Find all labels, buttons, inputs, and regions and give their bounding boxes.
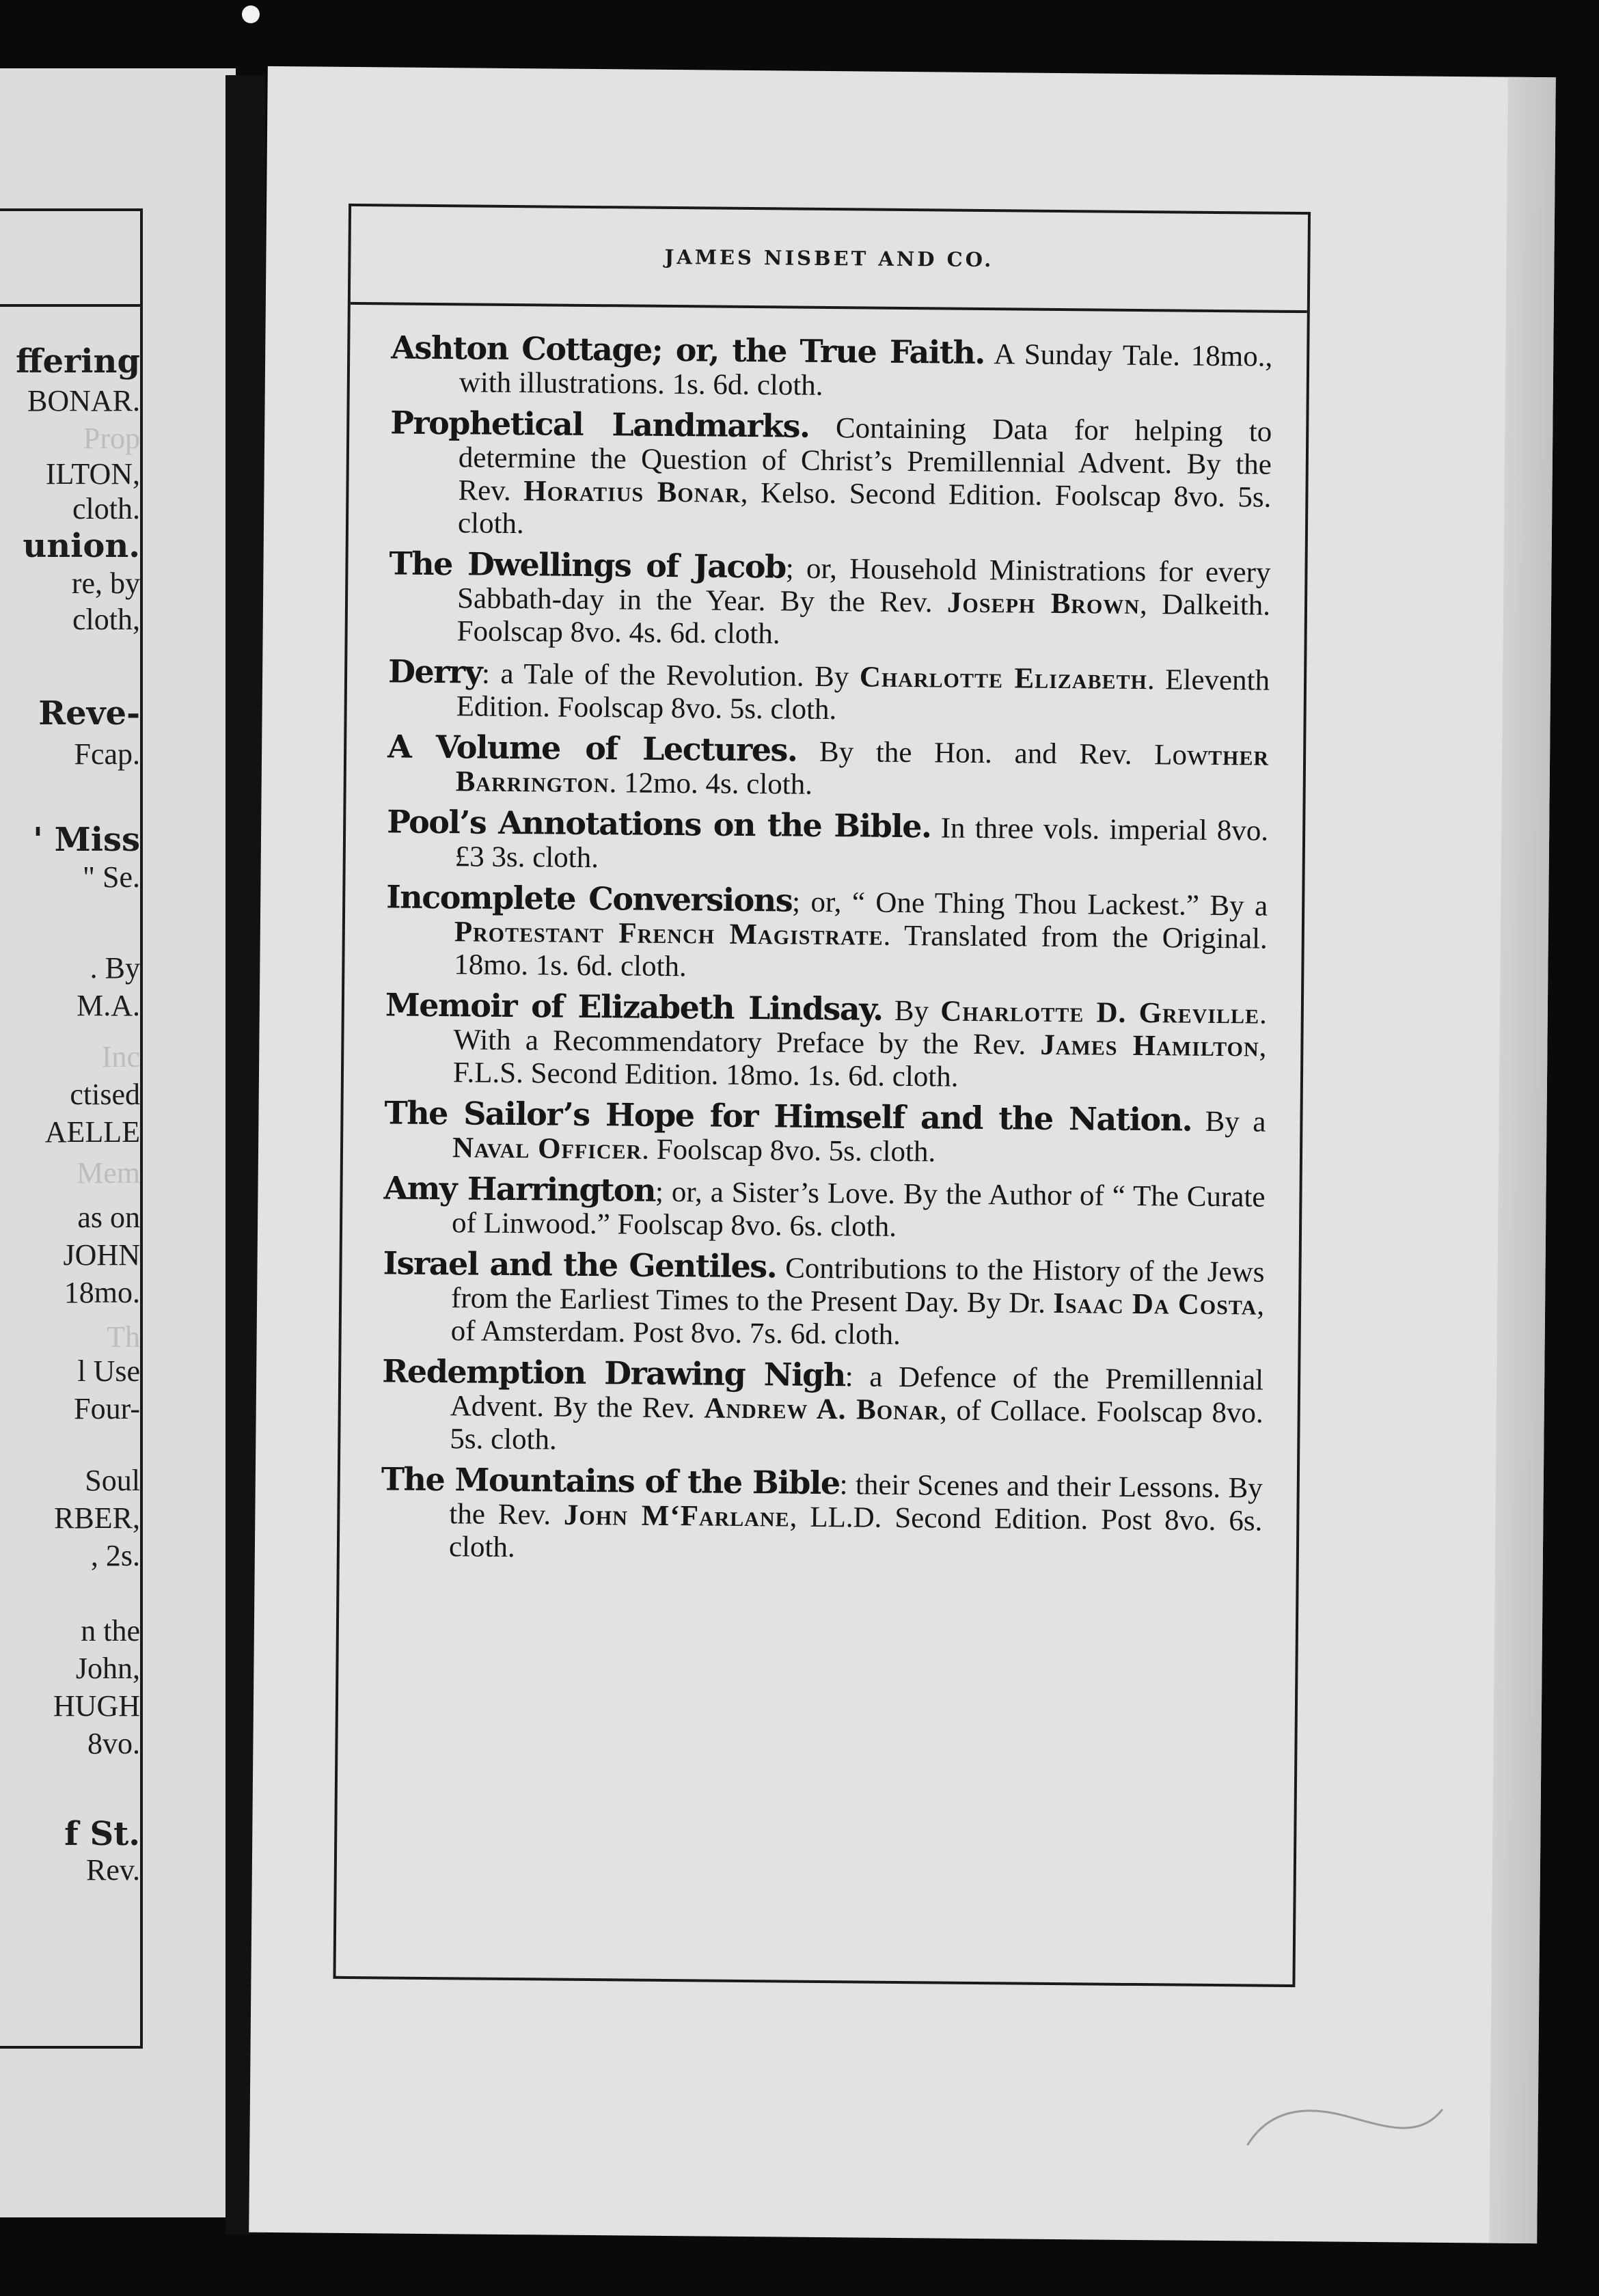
book-title: The Dwellings of Jacob: [389, 545, 787, 586]
facing-page-text: as on: [77, 1201, 140, 1234]
book-details: , Kelso. Second Edition. Foolscap 8vo. 5s. cloth.: [457, 476, 1272, 541]
author-name: James Hamilton: [1040, 1028, 1259, 1063]
facing-page: [0, 68, 236, 2217]
author-name: Charlotte Elizabeth: [859, 661, 1148, 696]
book-title: Ashton Cottage; or, the True Faith.: [391, 329, 985, 372]
facing-page-text: cloth.: [72, 492, 140, 525]
book-details: , of Amsterdam. Post 8vo. 7s. 6d. cloth.: [450, 1289, 1265, 1351]
book-details: . Translated from the Original. 18mo. 1s. 6d. cloth.: [454, 919, 1268, 983]
book-details: ; or, “ One Thing Thou Lackest.” By a: [791, 886, 1268, 922]
facing-page-text: M.A.: [77, 989, 140, 1022]
book-entry: [388, 547, 1270, 655]
author-name: John M‘Farlane: [563, 1499, 790, 1533]
book-details: A Sunday Tale. 18mo., with illustrations. 1s. 6d. cloth.: [459, 338, 1273, 402]
book-entry: [381, 1462, 1263, 1570]
author-name: Horatius Bonar: [523, 475, 741, 509]
facing-page-text: John,: [75, 1652, 140, 1685]
author-name: Joseph Brown: [946, 586, 1140, 621]
book-title: Pool’s Annotations on the Bible.: [386, 803, 931, 845]
book-title: Derry: [387, 653, 482, 691]
book-details: : a Defence of the Premillennial Advent. By the Rev.: [450, 1361, 1264, 1425]
facing-page-text: HUGH: [53, 1689, 140, 1723]
book-entry: [381, 1354, 1263, 1462]
book-details: By a: [1191, 1105, 1266, 1138]
advert-frame: [333, 204, 1311, 1987]
author-name: Naval Officer: [452, 1132, 642, 1166]
book-entry: [384, 1096, 1266, 1171]
book-title: Incomplete Conversions: [386, 878, 793, 919]
facing-page-text: BONAR.: [27, 384, 140, 418]
facing-page-text: Four-: [74, 1392, 140, 1425]
book-details: , of Collace. Foolscap 8vo. 5s. cloth.: [450, 1394, 1263, 1456]
book-details: . With a Recommendatory Preface by the Rev.: [453, 998, 1268, 1061]
book-details: Containing Data for helping to determine the Question of Christ’s Premillennial Advent. By the Rev.: [458, 411, 1272, 508]
facing-page-text: Prop: [83, 422, 140, 455]
facing-page-text: JOHN: [63, 1238, 140, 1272]
facing-page-text: f St.: [64, 1815, 140, 1853]
facing-page-text: 8vo.: [87, 1727, 140, 1760]
book-details: ; or, Household Ministrations for every Sabbath-day in the Year. By the Rev.: [456, 552, 1271, 619]
pencil-mark: [1240, 2097, 1446, 2161]
facing-page-text: ffering: [16, 342, 140, 381]
facing-page-text: Reve-: [38, 694, 140, 733]
book-entry: [387, 655, 1270, 730]
facing-page-text: Th: [107, 1320, 140, 1354]
book-details: . 12mo. 4s. cloth.: [609, 767, 813, 801]
book-details: . Foolscap 8vo. 5s. cloth.: [642, 1133, 936, 1168]
book-entry: [385, 880, 1268, 988]
book-details: : their Scenes and their Lessons. By the Rev.: [449, 1468, 1263, 1531]
author-name: Charlotte D. Greville: [940, 995, 1260, 1030]
book-entry: [391, 331, 1273, 406]
facing-page-text: ILTON,: [45, 457, 140, 491]
facing-page-text: Soul: [85, 1464, 140, 1497]
facing-page-text: n the: [81, 1614, 140, 1648]
facing-page-text: Inc: [101, 1040, 140, 1074]
book-entry: [387, 805, 1269, 880]
facing-page-text: Mem: [77, 1156, 140, 1190]
book-title: The Mountains of the Bible: [381, 1460, 840, 1502]
book-title: Prophetical Landmarks.: [390, 404, 810, 445]
book-title: Israel and the Gentiles.: [383, 1244, 777, 1285]
book-list: [381, 331, 1273, 1578]
book-details: By the Hon. and Rev. Low: [797, 735, 1209, 771]
page-edge-shadow: [1489, 77, 1556, 2243]
author-name: Isaac Da Costa: [1053, 1287, 1257, 1322]
book-details: . Eleventh Edition. Foolscap 8vo. 5s. cloth.: [456, 664, 1270, 726]
book-entry: [383, 1246, 1265, 1354]
author-name: ther Barrington: [455, 739, 1270, 800]
facing-page-text: 18mo.: [64, 1276, 140, 1309]
facing-page-text: union.: [23, 527, 140, 565]
facing-page-text: l Use: [77, 1354, 140, 1388]
facing-page-text: cloth,: [72, 603, 140, 636]
book-title: The Sailor’s Hope for Himself and the Nation.: [384, 1094, 1192, 1138]
facing-page-text: Fcap.: [74, 737, 140, 771]
facing-page-head-rule: [0, 304, 140, 307]
author-name: Andrew A. Bonar: [704, 1392, 940, 1427]
book-entry: [387, 730, 1270, 805]
book-details: : a Tale of the Revolution. By: [481, 657, 860, 694]
book-entry: [390, 406, 1272, 547]
book-details: , Dalkeith. Foolscap 8vo. 4s. 6d. cloth.: [456, 588, 1271, 651]
author-name: Protestant French Magistrate: [454, 916, 884, 952]
book-details: , F.L.S. Second Edition. 18mo. 1s. 6d. cloth.: [452, 1030, 1267, 1093]
scan-speck: [242, 5, 260, 23]
facing-page-text: ctised: [70, 1078, 140, 1111]
facing-page-text: Rev.: [85, 1853, 140, 1887]
book-title: Amy Harrington: [383, 1169, 656, 1209]
book-details: , LL.D. Second Edition. Post 8vo. 6s. cloth.: [448, 1501, 1263, 1564]
book-title: Memoir of Elizabeth Lindsay.: [385, 986, 883, 1028]
facing-page-text: RBER,: [54, 1501, 140, 1535]
book-details: ; or, a Sister’s Love. By the Author of “ The Curate of Linwood.” Foolscap 8vo. 6s. cloth.: [451, 1175, 1266, 1243]
facing-page-text: AELLE: [44, 1115, 140, 1149]
facing-page-text: ' Miss: [33, 821, 140, 859]
facing-page-text: , 2s.: [90, 1539, 140, 1572]
book-title: A Volume of Lectures.: [387, 728, 797, 769]
book-entry: [383, 1171, 1266, 1246]
book-details: In three vols. imperial 8vo. £3 3s. cloth.: [454, 812, 1269, 875]
facing-page-text: " Se.: [83, 860, 140, 894]
book-entry: [385, 988, 1267, 1096]
running-head: JAMES NISBET AND CO.: [351, 206, 1308, 313]
book-details: Contributions to the History of the Jews from the Earliest Times to the Present Day. By Dr.: [450, 1252, 1265, 1320]
catalogue-page: [249, 66, 1556, 2243]
book-title: Redemption Drawing Nigh: [381, 1352, 846, 1394]
facing-page-text: . By: [90, 951, 140, 985]
book-details: By: [882, 994, 941, 1028]
facing-page-text: re, by: [71, 566, 140, 600]
